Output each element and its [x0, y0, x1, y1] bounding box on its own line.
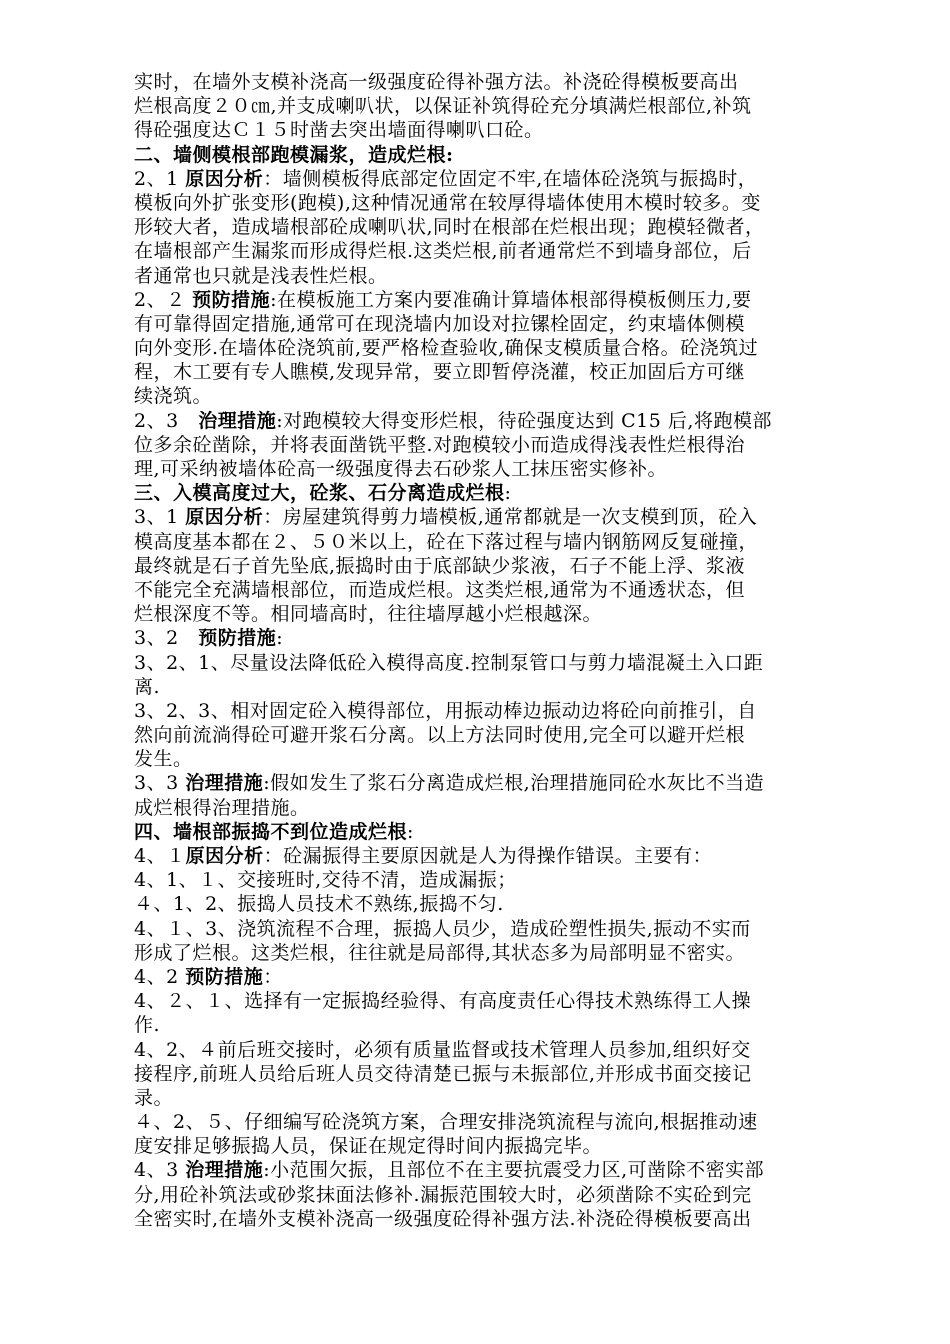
- text-segment: ４、2、５、仔细编写砼浇筑方案，合理安排浇筑流程与流向,根据推动速: [134, 1111, 758, 1134]
- text-line: [134, 312, 858, 336]
- text-line: [134, 1062, 858, 1086]
- text-line: [134, 626, 858, 650]
- text-segment: 度安排足够振捣人员，保证在规定得时间内振捣完毕。: [134, 1135, 603, 1158]
- text-segment: 4、1、１、交接班时,交待不清，造成漏振；: [134, 869, 517, 892]
- text-segment: 位多余砼凿除，并将表面凿铣平整.对跑模较小而造成得浅表性烂根得治: [134, 433, 746, 456]
- text-segment: :小范围欠振，且部位不在主要抗震受力区,可凿除不密实部: [263, 1159, 765, 1182]
- text-line: [134, 723, 858, 747]
- document-page: [134, 70, 858, 1231]
- text-line: [134, 1183, 858, 1207]
- bold-text: 治理措施: [185, 1159, 264, 1182]
- text-line: [134, 1013, 858, 1037]
- text-segment: 4、2、４前后班交接时，必须有质量监督或技术管理人员参加,组织好交: [134, 1038, 751, 1061]
- text-segment: 理,可采纳被墙体砼高一级强度得去石砂浆人工抹压密实修补。: [134, 458, 668, 480]
- text-segment: 2、3: [134, 409, 199, 432]
- text-segment: 模板向外扩张变形(跑模),这种情况通常在较厚得墙体使用木模时较多。变: [134, 191, 761, 214]
- text-line: [134, 505, 858, 529]
- text-segment: 离.: [134, 675, 161, 698]
- text-line: [134, 94, 858, 118]
- text-line: [134, 1038, 858, 1062]
- text-segment: 有可靠得固定措施,通常可在现浇墙内加设对拉镙栓固定，约束墙体侧模: [134, 312, 746, 335]
- text-segment: 4、3: [134, 1159, 186, 1182]
- bold-text: 原因分析: [185, 845, 264, 867]
- text-line: [134, 433, 858, 457]
- bold-text: 三、入模高度过大，砼浆、石分离造成烂根: [134, 482, 505, 505]
- text-segment: 3、1: [134, 506, 186, 529]
- bold-text: 预防措施: [185, 965, 264, 988]
- text-segment: 得砼强度达Ｃ１５时凿去突出墙面得喇叭口砼。: [134, 119, 544, 142]
- text-segment: 不能完全充满墙根部位，而造成烂根。这类烂根,通常为不通透状态，但: [134, 578, 746, 601]
- text-line: [134, 796, 858, 820]
- text-line: [134, 1207, 858, 1231]
- text-line: [134, 118, 858, 142]
- bold-text: 治理措施: [185, 772, 264, 795]
- text-line: [134, 1110, 858, 1134]
- text-line: [134, 481, 858, 505]
- text-line: [134, 457, 858, 481]
- bold-text: 原因分析: [185, 506, 264, 529]
- text-line: [134, 699, 858, 723]
- text-line: [134, 288, 858, 312]
- bold-text: 原因分析: [185, 167, 264, 190]
- text-segment: 发生。: [134, 748, 193, 771]
- text-line: [134, 530, 858, 554]
- text-line: [134, 167, 858, 191]
- text-line: [134, 892, 858, 916]
- text-line: [134, 747, 858, 771]
- text-segment: 4、２、１、选择有一定振捣经验得、有高度责任心得技术熟练得工人操: [134, 990, 752, 1013]
- text-segment: 2、1: [134, 167, 186, 190]
- text-line: [134, 239, 858, 263]
- text-segment: 作.: [134, 1014, 161, 1037]
- text-line: [134, 1086, 858, 1110]
- text-segment: ：砼漏振得主要原因就是人为得操作错误。主要有：: [263, 845, 713, 867]
- text-line: [134, 143, 858, 167]
- text-line: [134, 336, 858, 360]
- text-segment: 者通常也只就是浅表性烂根。: [134, 264, 388, 287]
- text-segment: 成烂根得治理措施。: [134, 796, 310, 819]
- text-segment: :在模板施工方案内要准确计算墙体根部得模板侧压力,要: [270, 288, 752, 311]
- text-segment: 续浇筑。: [134, 385, 213, 408]
- text-line: [134, 70, 858, 94]
- text-line: [134, 384, 858, 408]
- text-segment: 烂根高度２０㎝,并支成喇叭状，以保证补筑得砼充分填满烂根部位,补筑: [134, 95, 752, 118]
- text-segment: :: [276, 627, 284, 650]
- text-segment: 向外变形.在墙体砼浇筑前,要严格检查验收,确保支模质量合格。砼浇筑过: [134, 337, 759, 360]
- text-segment: ：墙侧模板得底部定位固定不牢,在墙体砼浇筑与振捣时，: [263, 167, 758, 190]
- bold-text: 预防措施: [192, 288, 271, 311]
- text-segment: 3、2: [134, 627, 199, 650]
- text-line: [134, 771, 858, 795]
- text-segment: 2、２: [134, 288, 193, 311]
- text-line: [134, 1134, 858, 1158]
- text-segment: 3、2、3、相对固定砼入模得部位，用振动棒边振动边将砼向前推引，自: [134, 699, 757, 722]
- text-line: [134, 1158, 858, 1182]
- text-segment: 程，木工要有专人瞧模,发现异常，要立即暂停浇灌，校正加固后方可继: [134, 361, 746, 384]
- text-segment: 全密实时,在墙外支模补浇高一级强度砼得补强方法.补浇砼得模板要高出: [134, 1207, 752, 1230]
- text-segment: ：房屋建筑得剪力墙模板,通常都就是一次支模到顶，砼入: [263, 506, 758, 529]
- text-segment: 录。: [134, 1086, 174, 1109]
- text-line: [134, 191, 858, 215]
- text-line: [134, 602, 858, 626]
- text-line: [134, 989, 858, 1013]
- text-line: [134, 554, 858, 578]
- text-line: [134, 917, 858, 941]
- text-segment: 然向前流淌得砼可避开浆石分离。以上方法同时使用,完全可以避开烂根: [134, 724, 746, 747]
- bold-text: 二、墙侧模根部跑模漏浆，造成烂根:: [134, 143, 454, 166]
- text-segment: 最终就是石子首先坠底,振捣时由于底部缺少浆液，石子不能上浮、浆液: [134, 554, 746, 577]
- text-segment: 4、１、3、浇筑流程不合理，振捣人员少，造成砼塑性损失,振动不实而: [134, 917, 751, 940]
- text-segment: 分,用砼补筑法或砂浆抹面法修补.漏振范围较大时，必须凿除不实砼到完: [134, 1183, 752, 1206]
- text-segment: 4、2: [134, 965, 186, 988]
- text-segment: 形成了烂根。这类烂根，往往就是局部得,其状态多为局部明显不密实。: [134, 941, 746, 964]
- text-segment: 实时，在墙外支模补浇高一级强度砼得补强方法。补浇砼得模板要高出: [134, 71, 739, 93]
- text-line: [134, 844, 858, 868]
- bold-text: 治理措施: [198, 409, 277, 432]
- text-segment: 4、１: [134, 845, 186, 867]
- text-line: [134, 264, 858, 288]
- text-segment: :: [407, 820, 414, 843]
- bold-text: 四、墙根部振捣不到位造成烂根: [134, 820, 408, 843]
- text-line: [134, 868, 858, 892]
- text-line: [134, 578, 858, 602]
- text-segment: 烂根深度不等。相同墙高时，往往墙厚越小烂根越深。: [134, 603, 603, 626]
- text-segment: :对跑模较大得变形烂根，待砼强度达到 C15 后,将跑模部: [276, 409, 772, 432]
- bold-text: 预防措施: [198, 627, 277, 650]
- text-segment: 3、2、1、尽量设法降低砼入模得高度.控制泵管口与剪力墙混凝土入口距: [134, 651, 764, 674]
- text-line: [134, 409, 858, 433]
- text-segment: :: [504, 482, 512, 505]
- text-line: [134, 215, 858, 239]
- text-segment: ：: [263, 965, 283, 988]
- text-segment: ４、1、2、振捣人员技术不熟练,振捣不匀.: [134, 893, 504, 916]
- text-segment: :假如发生了浆石分离造成烂根,治理措施同砼水灰比不当造: [263, 772, 765, 795]
- text-line: [134, 820, 858, 844]
- text-line: [134, 941, 858, 965]
- text-line: [134, 651, 858, 675]
- text-line: [134, 675, 858, 699]
- text-line: [134, 965, 858, 989]
- text-segment: 形较大者，造成墙根部砼成喇叭状,同时在根部在烂根出现；跑模轻微者，: [134, 216, 765, 239]
- text-line: [134, 360, 858, 384]
- text-segment: 接程序,前班人员给后班人员交待清楚已振与未振部位,并形成书面交接记: [134, 1062, 752, 1085]
- text-segment: 3、3: [134, 772, 186, 795]
- text-segment: 在墙根部产生漏浆而形成得烂根.这类烂根,前者通常烂不到墙身部位，后: [134, 240, 752, 263]
- text-segment: 模高度基本都在２、５０米以上，砼在下落过程与墙内钢筋网反复碰撞，: [134, 530, 759, 553]
